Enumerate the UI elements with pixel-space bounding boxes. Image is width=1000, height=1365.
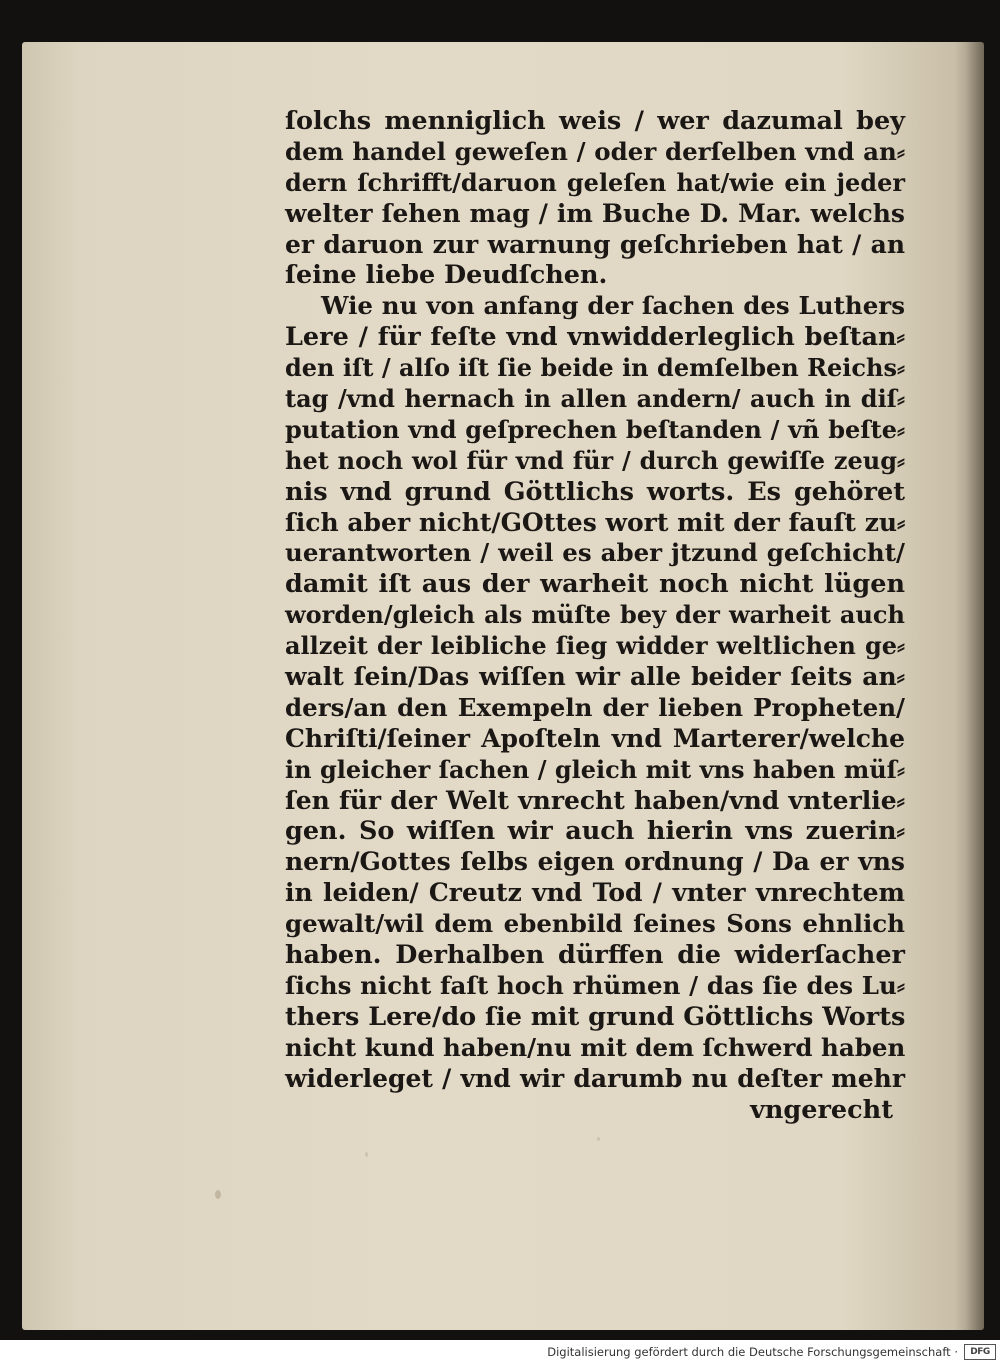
text-line: in gleicher ſachen / gleich mit vns haben müſ⸗ [285,754,905,784]
text-line: gen. So wiſſen wir auch hierin vns zuerin⸗ [285,816,905,847]
text-line: walt ſein/Das wiſſen wir alle beider ſeits an⸗ [285,662,905,692]
text-line: putation vnd geſprechen beſtanden / vñ beſte⸗ [285,414,905,444]
text-line: thers Lere/do ſie mit grund Göttlichs Worts [285,1001,906,1032]
text-line: Chriſti/ſeiner Apoſteln vnd Marterer/welche [285,723,905,753]
text-line: ſen für der Welt vnrecht haben/vnd vnterlie⸗ [285,785,905,815]
footer-bar [0,1340,1000,1365]
paper-stain [597,1137,600,1141]
text-line: uerantworten / weil es aber jtzund geſchicht/ [285,538,905,568]
paper-stain [215,1190,221,1199]
catchword: vngerecht [750,1094,893,1125]
text-line: ſolchs menniglich weis / wer dazumal bey [285,106,905,136]
text-line: ders/an den Exempeln der lieben Propheten/ [285,692,905,722]
funding-credit: Digitalisierung gefördert durch die Deutsche Forschungsgemeinschaft · [547,1345,958,1359]
text-line: dern ſchrifft/daruon geleſen hat/wie ein jeder [285,167,905,197]
text-line: er daruon zur warnung geſchrieben hat / an [285,229,905,259]
text-line: nicht kund haben/nu mit dem ſchwerd haben [285,1032,906,1062]
text-line: worden/gleich als müſte bey der warheit auch [285,600,905,630]
text-line: ſeine liebe Deudſchen. [285,260,608,291]
text-line: allzeit der leibliche ſieg widder weltlichen ge⸗ [285,631,905,661]
text-line: in leiden/ Creutz vnd Tod / vnter vnrechtem [285,878,905,908]
text-line: Wie nu von anfang der ſachen des Luthers [321,291,905,321]
text-line: haben. Derhalben dürffen die widerſacher [285,940,905,971]
text-line: het noch wol für vnd für / durch gewiſſe zeug⸗ [285,445,905,475]
text-line: den iſt / alſo iſt ſie beide in demſelben Reichs⸗ [285,353,905,383]
text-line: ſichs nicht faſt hoch rhümen / das ſie des Lu⸗ [285,970,905,1000]
text-line: ſich aber nicht/GOttes wort mit der fauſt zu⸗ [285,507,906,537]
text-line: damit iſt aus der warheit noch nicht lügen [285,569,905,600]
text-line: nis vnd grund Göttlichs worts. Es gehöret [285,476,905,507]
text-line: tag /vnd hernach in allen andern/ auch in diſ⸗ [285,384,905,414]
dfg-logo: DFG [964,1344,996,1360]
text-line: Lere / für feſte vnd vnwidderleglich beſtan⸗ [285,322,905,353]
text-line: dem handel geweſen / oder derſelben vnd an⸗ [285,136,905,166]
page-edge-shadow [966,42,984,1330]
paper-stain [365,1152,368,1157]
body-text [285,106,905,1125]
text-line: welter ſehen mag / im Buche D. Mar. welchs [285,198,905,228]
text-line: widerleget / vnd wir darumb nu deſter mehr [285,1063,905,1093]
text-line: nern/Gottes ſelbs eigen ordnung / Da er vns [285,847,905,877]
text-line: gewalt/wil dem ebenbild ſeines Sons ehnlich [285,909,905,939]
